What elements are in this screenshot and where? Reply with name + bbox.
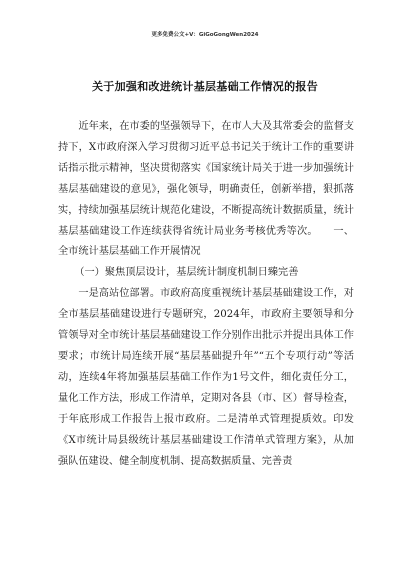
section-subheading: （一）聚焦顶层设计，基层统计制度机制日臻完善 — [74, 267, 299, 279]
document-title: 关于加强和改进统计基层基础工作情况的报告 — [92, 80, 318, 93]
section-paragraph: 一是高站位部署。市政府高度重视统计基层基础建设工作，对全市基层基础建设进行专题研究，2024年，市政府主要领导和分管领导对全市统计基层基础建设工作分别作出批示并提出具体工作要求；市统计局连续开展“基层基础提升年”“五个专项行动”等活动，连续4年将加强基层基础工作作为1号文件，细化责任分工，量化工作方法，形成工作清单，定期对各县（市、区）督导检查，于年底形成工作报告上报市政府。二是清单式管理提质效。印发《X市统计局县级统计基层基础建设工作清单式管理方案》，从加强队伍建设、健全制度机制、提高数据质量、完善责 — [58, 288, 354, 467]
intro-paragraph: 近年来，在市委的坚强领导下，在市人大及其常委会的监督支持下，X市政府深入学习贯彻习近平总书记关于统计工作的重要讲话指示批示精神，坚决贯彻落实《国家统计局关于进一步加强统计基层基础建设的意见》，强化领导，明确责任，创新举措，狠抓落实，持续加强基层统计规范化建设，不断提高统计数据质量，统计基层基础建设工作连续获得省统计局业务考核优秀等次。 一、全市统计基层基础工作开展情况 — [58, 121, 354, 258]
header-note: 更多免费公文+V：GiGoGongWen2024 — [151, 32, 259, 38]
document-body — [58, 117, 354, 472]
